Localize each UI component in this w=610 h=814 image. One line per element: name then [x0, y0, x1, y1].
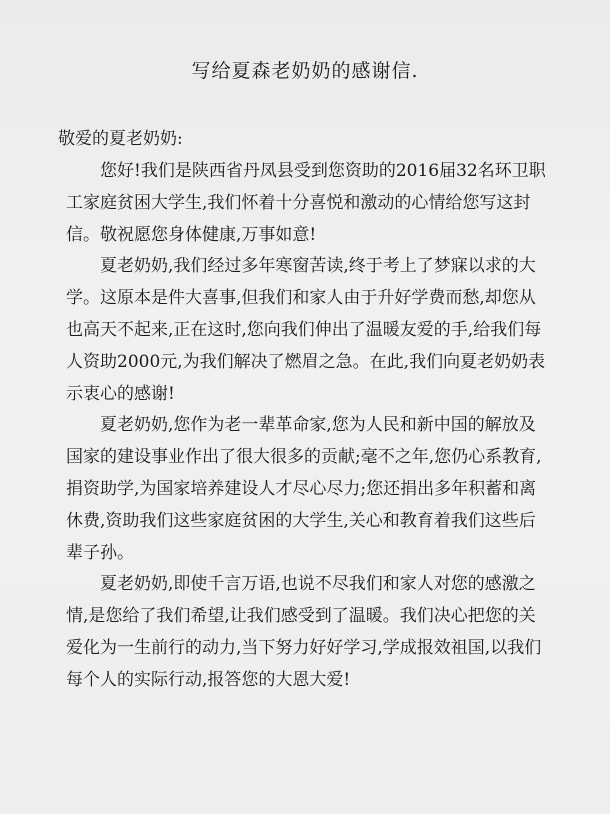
letter-paragraph: 夏老奶奶,即使千言万语,也说不尽我们和家人对您的感激之情,是您给了我们希望,让我们感受到了温暖。我们决心把您的关爱化为一生前行的动力,当下努力好好学习,学成报效祖国,以我们每个人的实际行动,报答您的大恩大爱! — [66, 574, 542, 690]
letter-title: 写给夏森老奶奶的感谢信. — [191, 60, 419, 82]
letter-salutation: 敬爱的夏老奶奶: — [58, 129, 183, 149]
letter-paragraph: 您好!我们是陕西省丹凤县受到您资助的2016届32名环卫职工家庭贫困大学生,我们怀着十分喜悦和激动的心情给您写这封信。敬祝愿您身体健康,万事如意! — [66, 161, 546, 245]
letter-paragraph: 夏老奶奶,您作为老一辈革命家,您为人民和新中国的解放及国家的建设事业作出了很大很多的贡献;毫不之年,您仍心系教育,捐资助学,为国家培养建设人才尽心尽力;您还捐出多年积蓄和离休费,资助我们这些家庭贫困的大学生,关心和教育着我们这些后辈子孙。 — [66, 415, 542, 563]
letter-body — [66, 156, 552, 697]
letter-paragraph: 夏老奶奶,我们经过多年寒窗苦读,终于考上了梦寐以求的大学。这原本是件大喜事,但我们和家人由于升好学费而愁,却您从也高天不起来,正在这时,您向我们伸出了温暖友爱的手,给我们每人资助2000元,为我们解决了燃眉之急。在此,我们向夏老奶奶表示衷心的感谢! — [66, 256, 546, 404]
